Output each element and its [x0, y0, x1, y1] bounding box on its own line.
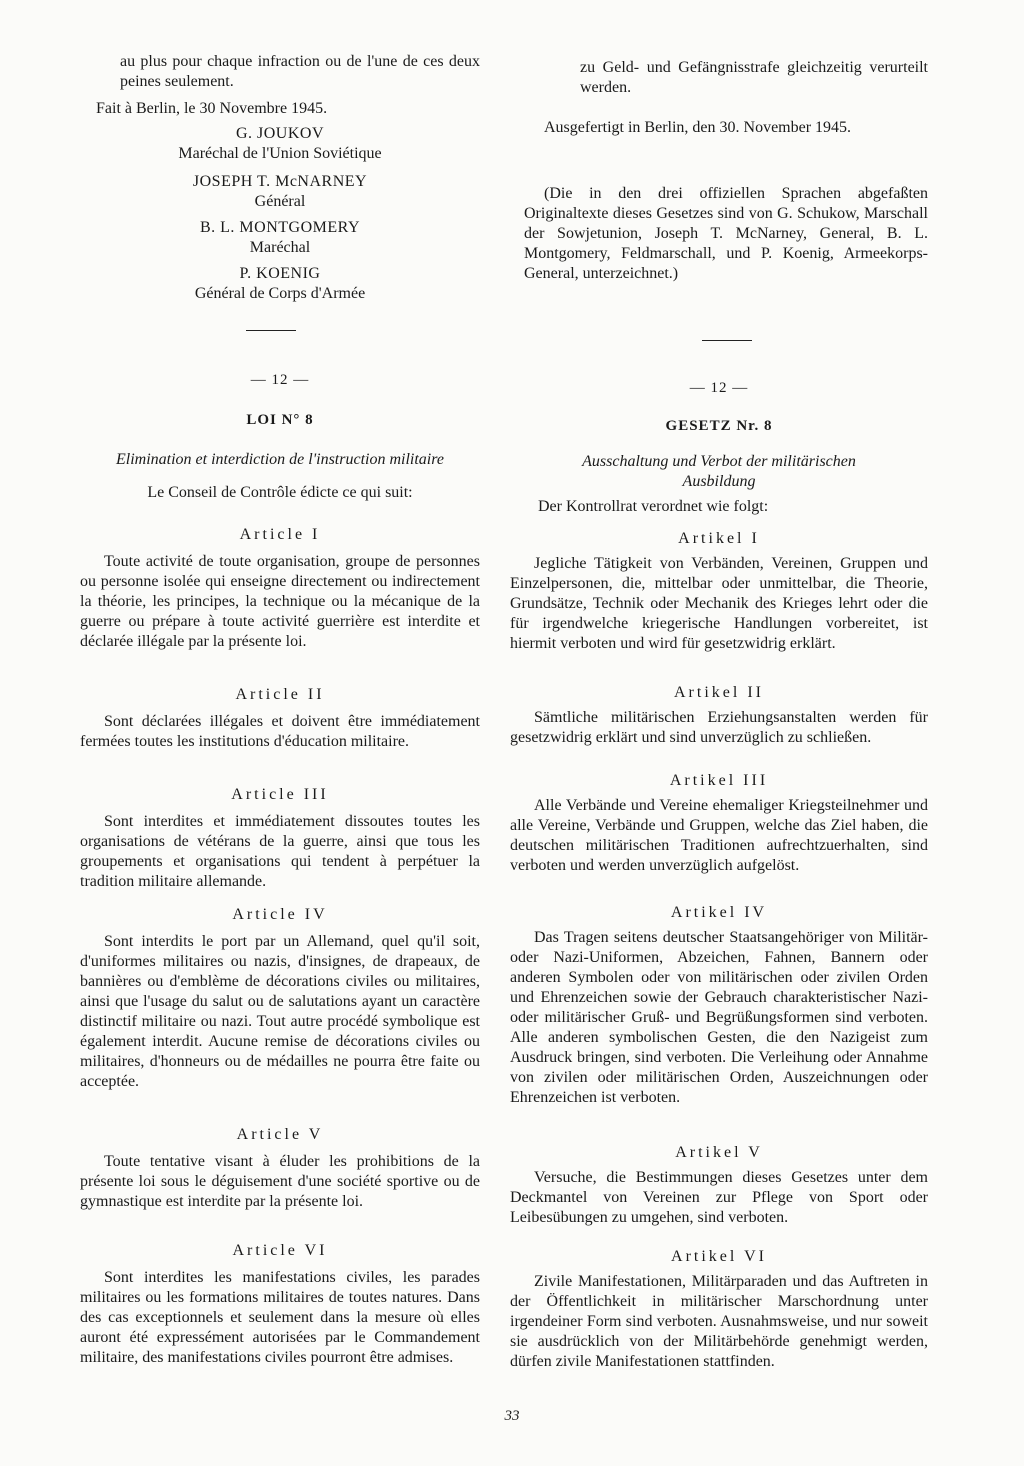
- article-text: Versuche, die Bestimmungen dieses Gesetzes unter dem Deckmantel von Vereinen zur Pflege von Sport oder Leibesübungen zu umgehen, sind verboten.: [510, 1169, 928, 1226]
- article-heading: Article IV: [232, 906, 328, 923]
- signatory-title: Maréchal de l'Union Soviétique: [178, 145, 382, 162]
- article-heading: Artikel I: [678, 530, 760, 547]
- signatory-name: B. L. MONTGOMERY: [199, 219, 360, 236]
- article-heading: Article VI: [232, 1242, 328, 1259]
- signatory-title: Maréchal: [249, 239, 311, 256]
- signatory-title: Général de Corps d'Armée: [194, 285, 366, 302]
- article-heading: Artikel IV: [670, 904, 768, 921]
- article-text: Zivile Manifestationen, Militärparaden und das Auftreten in der Öffentlichkeit in militärischer Marschordnung unter irgendeiner Form sind verboten. Ausnahmsweise, und nur soweit sie ausdrücklich von der Militärbehörde genehmigt werden, dürfen zivile Manifestationen stattfinden.: [510, 1273, 928, 1370]
- article-text: Sämtliche militärischen Erziehungsanstalten werden für gesetzwidrig erklärt und sind unverzüglich zu schließen.: [510, 709, 928, 746]
- law-number: — 12 —: [689, 380, 749, 396]
- article-heading: Artikel VI: [671, 1248, 767, 1265]
- article-text: Jegliche Tätigkeit von Verbänden, Vereinen, Gruppen und Einzelpersonen, die, mittelbar oder unmittelbar, die Theorie, Grundsätze, Technik oder Mechanik des Krieges lehrt oder die für irgendwelche kriegerische Handlungen vorbereitet, ist hiermit verboten und wird für gesetzwidrig erklärt.: [510, 555, 928, 652]
- section-divider: [246, 330, 296, 331]
- law-subtitle: Elimination et interdiction de l'instruction militaire: [116, 451, 444, 468]
- continuation-text: au plus pour chaque infraction ou de l'une de ces deux peines seulement.: [120, 53, 480, 90]
- done-at-line: Ausgefertigt in Berlin, den 30. November 1945.: [544, 119, 852, 136]
- signatory-block: [80, 124, 480, 164]
- law-number: — 12 —: [250, 372, 310, 388]
- signatory-block: [80, 218, 480, 258]
- signatory-name: G. JOUKOV: [235, 125, 325, 142]
- signatory-block: [80, 264, 480, 304]
- article-heading: Artikel III: [669, 772, 769, 789]
- law-subtitle: Ausschaltung und Verbot der militärischen Ausbildung: [582, 453, 856, 490]
- article-text: Sont interdites les manifestations civiles, les parades militaires ou les formations militaires de toutes natures. Dans des cas exceptionnels et seulement dans la mesure où elles auront été expressément autorisées par le Commandement militaire, des manifestations civiles pourront être admises.: [80, 1269, 480, 1366]
- page-number: 33: [504, 1408, 520, 1424]
- law-title: GESETZ Nr. 8: [665, 418, 773, 434]
- article-text: Toute tentative visant à éluder les prohibitions de la présente loi sous le déguisement d'une société sportive ou de gymnastique est interdite par la présente loi.: [80, 1153, 480, 1210]
- article-heading: Article I: [239, 526, 321, 543]
- signatory-title: Général: [254, 193, 306, 210]
- section-divider: [702, 340, 752, 341]
- signatory-block: [80, 172, 480, 212]
- article-heading: Article V: [236, 1126, 324, 1143]
- preamble: Le Conseil de Contrôle édicte ce qui suit:: [147, 484, 413, 501]
- article-text: Sont déclarées illégales et doivent être immédiatement fermées toutes les institutions d'éducation militaire.: [80, 713, 480, 750]
- article-heading: Artikel V: [675, 1144, 763, 1161]
- article-heading: Artikel II: [674, 684, 764, 701]
- article-text: Sont interdits le port par un Allemand, quel qu'il soit, d'uniformes militaires ou nazis, d'insignes, de drapeaux, de bannières ou d'emblème de décorations civiles ou militaires, ainsi que l'usage du salut ou de salutations ayant un caractère distinctif militaire ou nazi. Tout autre procédé symbolique est également interdit. Aucune remise de décorations civiles ou militaires, d'honneurs ou de médailles ne pourra être faite ou acceptée.: [80, 933, 480, 1090]
- article-text: Alle Verbände und Vereine ehemaliger Kriegsteilnehmer und alle Vereine, Verbände und Gruppen, welche das Ziel haben, die deutschen militärischen Traditionen aufrechtzuerhalten, sind verboten und werden unverzüglich aufgelöst.: [510, 797, 928, 874]
- article-heading: Article III: [231, 786, 329, 803]
- article-heading: Article II: [235, 686, 325, 703]
- article-text: Das Tragen seitens deutscher Staatsangehöriger von Militär- oder Nazi-Uniformen, Abzeichen, Fahnen, Bannern oder anderen Symbolen oder von militärischen oder zivilen Orden und Ehrenzeichen sowie der Gebrauch charakteristischer Nazi- oder militärischer Gruß- und Begrüßungsformen sind verboten. Alle anderen symbolischen Gesten, die den Nazigeist zum Ausdruck bringen, sind verboten. Die Verleihung oder Annahme von zivilen oder militärischen Orden, Auszeichnungen oder Ehrenzeichen ist verboten.: [510, 929, 928, 1106]
- article-text: Sont interdites et immédiatement dissoutes toutes les organisations de vétérans de la guerre, ainsi que tous les groupements et organisations qui tendent à perpétuer la tradition militaire allemande.: [80, 813, 480, 890]
- signatory-name: P. KOENIG: [239, 265, 321, 282]
- done-at-line: Fait à Berlin, le 30 Novembre 1945.: [96, 100, 328, 117]
- continuation-text: zu Geld- und Gefängnisstrafe gleichzeitig verurteilt werden.: [580, 59, 928, 96]
- article-text: Toute activité de toute organisation, groupe de personnes ou personne isolée qui enseigne directement ou indirectement la théorie, les principes, la technique ou la mécanique de la guerre ou prépare à toute activité guerrière est interdite et déclarée illégale par la présente loi.: [80, 553, 480, 650]
- signatories-note: (Die in den drei offiziellen Sprachen abgefaßten Originaltexte dieses Gesetzes sind von G. Schukow, Marschall der Sowjetunion, Joseph T. McNarney, General, B. L. Montgomery, Feldmarschall, und P. Koenig, Armeekorps-General, unterzeichnet.): [524, 185, 928, 282]
- law-title: LOI N° 8: [246, 412, 314, 428]
- preamble: Der Kontrollrat verordnet wie folgt:: [538, 498, 769, 515]
- signatory-name: JOSEPH T. McNARNEY: [192, 173, 368, 190]
